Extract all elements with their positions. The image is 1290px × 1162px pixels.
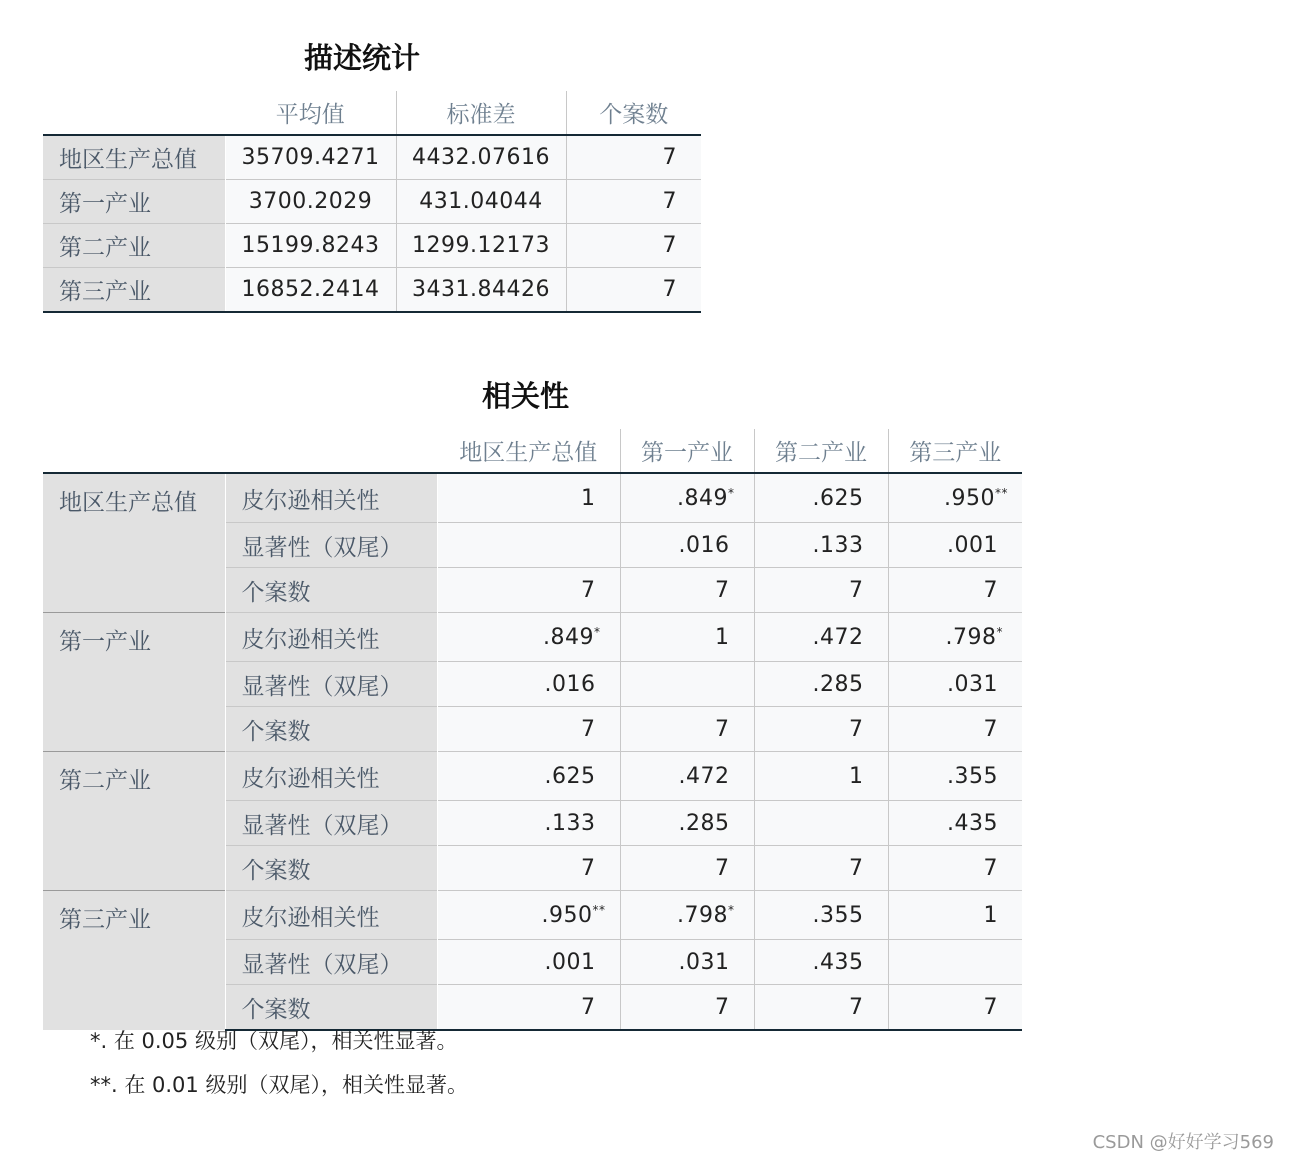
value-cell [754, 473, 888, 523]
stat-label: 个案数 [225, 568, 437, 613]
value-cell [620, 662, 754, 707]
value-cell [620, 985, 754, 1031]
value-text: 7 [715, 716, 730, 742]
value-text: .355 [812, 902, 864, 928]
value-text: .849 [543, 624, 594, 650]
group-label: 第一产业 [43, 613, 225, 752]
value-text: .133 [812, 532, 864, 558]
value-cell [754, 891, 888, 940]
table-row [43, 268, 701, 313]
row-label: 第三产业 [43, 268, 225, 313]
group-label: 第二产业 [43, 752, 225, 891]
value-text: 1 [849, 763, 864, 789]
stat-label: 显著性（双尾） [225, 940, 437, 985]
mean-cell: 16852.2414 [225, 268, 396, 313]
value-cell [888, 662, 1022, 707]
significance-mark: * [996, 624, 1003, 639]
col-header: 第一产业 [620, 429, 754, 473]
descriptive-title: 描述统计 [304, 41, 421, 75]
value-cell [437, 662, 620, 707]
value-cell [437, 613, 620, 662]
col-header: 第三产业 [909, 440, 1002, 466]
value-text: 7 [983, 577, 998, 603]
table-row [43, 135, 701, 180]
mean-cell: 15199.8243 [225, 224, 396, 268]
value-text: .001 [947, 532, 998, 558]
value-cell [620, 940, 754, 985]
value-cell [437, 801, 620, 846]
value-text: .435 [812, 949, 864, 975]
value-text: .950 [541, 902, 593, 928]
value-cell [754, 523, 888, 568]
table-row [43, 224, 701, 268]
footnote-1: *. 在 0.05 级别（双尾），相关性显著。 [90, 1029, 458, 1053]
value-cell [754, 662, 888, 707]
n-cell: 7 [566, 180, 701, 224]
value-text: 7 [983, 994, 998, 1020]
stat-label: 显著性（双尾） [225, 662, 437, 707]
stat-label: 个案数 [225, 707, 437, 752]
sd-cell: 4432.07616 [396, 135, 566, 180]
footnote-2: **. 在 0.01 级别（双尾），相关性显著。 [90, 1073, 468, 1097]
value-cell [888, 568, 1022, 613]
value-text: 1 [715, 624, 730, 650]
significance-mark: ** [592, 902, 606, 917]
value-text: .285 [678, 810, 730, 836]
value-text: .016 [544, 671, 596, 697]
value-cell [620, 568, 754, 613]
value-cell [437, 891, 620, 940]
significance-mark: * [594, 624, 601, 639]
mean-cell: 3700.2029 [225, 180, 396, 224]
col-header-sd: 标准差 [396, 91, 566, 135]
col-header-n: 个案数 [599, 102, 669, 128]
value-text: 7 [849, 994, 864, 1020]
value-cell [754, 613, 888, 662]
value-cell [437, 752, 620, 801]
value-text: .849 [677, 485, 728, 511]
value-text: 7 [849, 577, 864, 603]
mean-cell: 35709.4271 [225, 135, 396, 180]
sd-cell: 1299.12173 [396, 224, 566, 268]
value-cell [888, 801, 1022, 846]
value-cell [620, 473, 754, 523]
value-text: 7 [715, 577, 730, 603]
value-cell [754, 985, 888, 1031]
value-cell [888, 707, 1022, 752]
value-text: .001 [544, 949, 596, 975]
stat-label: 皮尔逊相关性 [225, 613, 437, 662]
correlation-table [43, 429, 1022, 1031]
value-cell [754, 568, 888, 613]
value-text: .625 [812, 485, 864, 511]
value-text: .472 [678, 763, 730, 789]
value-cell [888, 752, 1022, 801]
value-cell [620, 523, 754, 568]
value-cell [754, 752, 888, 801]
row-label: 第二产业 [43, 224, 225, 268]
row-label: 第一产业 [43, 180, 225, 224]
value-cell [754, 940, 888, 985]
value-cell [620, 891, 754, 940]
col-header: 地区生产总值 [437, 429, 620, 473]
value-cell [437, 568, 620, 613]
value-cell [437, 523, 620, 568]
value-text: 7 [983, 855, 998, 881]
value-text: .625 [544, 763, 596, 789]
value-text: .031 [678, 949, 730, 975]
value-text: 7 [581, 855, 596, 881]
value-cell [754, 801, 888, 846]
value-text: 7 [581, 994, 596, 1020]
stat-label: 显著性（双尾） [225, 801, 437, 846]
n-cell: 7 [566, 224, 701, 268]
value-cell [888, 523, 1022, 568]
col-header: 第二产业 [754, 429, 888, 473]
value-text: .355 [947, 763, 998, 789]
correlation-title: 相关性 [482, 379, 570, 413]
value-text: 1 [581, 485, 596, 511]
value-text: .016 [678, 532, 730, 558]
value-text: .798 [945, 624, 997, 650]
value-text: 7 [849, 855, 864, 881]
value-text: 7 [581, 577, 596, 603]
table-row [43, 752, 1022, 801]
table-row [43, 180, 701, 224]
value-cell [437, 707, 620, 752]
value-text: 7 [849, 716, 864, 742]
value-cell [620, 613, 754, 662]
value-cell [620, 752, 754, 801]
watermark: CSDN @好好学习569 [1092, 1132, 1274, 1153]
value-cell [888, 985, 1022, 1031]
value-text: .285 [812, 671, 864, 697]
stat-label: 皮尔逊相关性 [225, 752, 437, 801]
stat-label: 个案数 [225, 985, 437, 1031]
col-header-mean: 平均值 [225, 91, 396, 135]
stat-label: 个案数 [225, 846, 437, 891]
value-text: .031 [947, 671, 998, 697]
value-cell [888, 473, 1022, 523]
stat-label: 皮尔逊相关性 [225, 473, 437, 523]
value-cell [888, 940, 1022, 985]
significance-mark: * [728, 902, 735, 917]
value-cell [888, 846, 1022, 891]
n-cell: 7 [566, 135, 701, 180]
significance-mark: ** [995, 485, 1008, 500]
value-text: 7 [715, 855, 730, 881]
table-row [43, 613, 1022, 662]
value-text: .435 [947, 810, 998, 836]
value-cell [437, 846, 620, 891]
stat-label: 皮尔逊相关性 [225, 891, 437, 940]
descriptive-header-row [43, 91, 701, 135]
table-row [43, 891, 1022, 940]
value-text: .472 [812, 624, 864, 650]
table-row [43, 473, 1022, 523]
corner-cell [43, 91, 225, 135]
value-cell [437, 940, 620, 985]
value-text: 7 [581, 716, 596, 742]
value-text: .950 [944, 485, 995, 511]
group-label: 第三产业 [43, 891, 225, 1031]
value-cell [437, 985, 620, 1031]
row-label: 地区生产总值 [43, 135, 225, 180]
value-text: 7 [983, 716, 998, 742]
significance-mark: * [728, 485, 735, 500]
corner-cell [43, 429, 437, 473]
stat-label: 显著性（双尾） [225, 523, 437, 568]
descriptive-table [43, 91, 701, 313]
value-text: .133 [544, 810, 596, 836]
value-cell [620, 801, 754, 846]
group-label: 地区生产总值 [43, 473, 225, 613]
value-cell [620, 707, 754, 752]
value-text: .798 [677, 902, 728, 928]
value-cell [754, 707, 888, 752]
sd-cell: 3431.84426 [396, 268, 566, 313]
value-cell [437, 473, 620, 523]
sd-cell: 431.04044 [396, 180, 566, 224]
value-text: 1 [983, 902, 998, 928]
value-cell [620, 846, 754, 891]
value-cell [888, 613, 1022, 662]
value-cell [888, 891, 1022, 940]
correlation-header-row [43, 429, 1022, 473]
n-cell: 7 [566, 268, 701, 313]
value-text: 7 [715, 994, 730, 1020]
value-cell [754, 846, 888, 891]
